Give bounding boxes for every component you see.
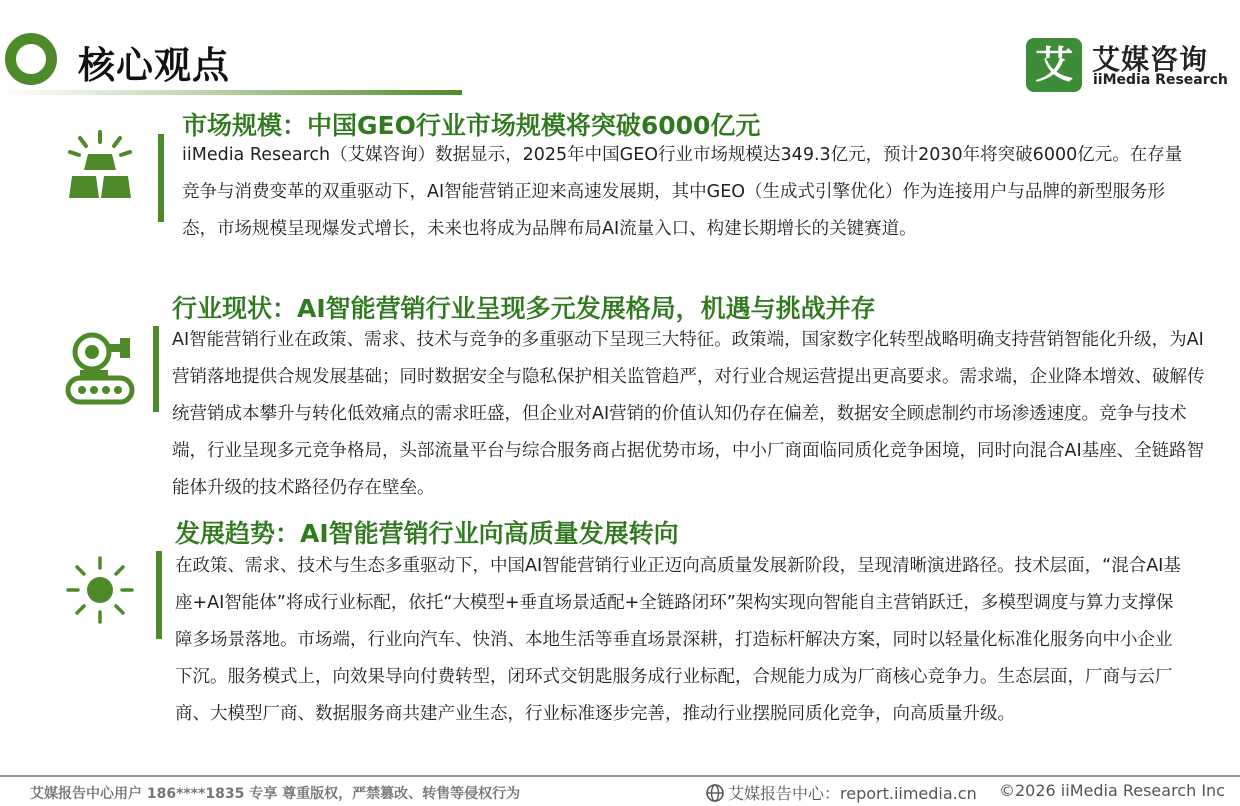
section-body: iiMedia Research（艾媒咨询）数据显示，2025年中国GEO行业市场规模达349.3亿元，预计2030年将突破6000亿元。在存量竞争与消费变革的双重驱动下，AI智能营销正迎来高速发展期，其中GEO（生成式引擎优化）作为连接用户与品牌的新型服务形态，市场规模呈现爆发式增长，未来也将成为品牌布局AI流量入口、构建长期增长的关键赛道。: [182, 145, 1183, 239]
sun-icon: [64, 554, 136, 626]
gold-bars-icon: [66, 130, 134, 202]
logo-english-name: iiMedia Research: [1093, 72, 1228, 88]
section-bar: [153, 326, 159, 412]
section-body: 在政策、需求、技术与生态多重驱动下，中国AI智能营销行业正迈向高质量发展新阶段，呈现清晰演进路径。技术层面，“混合AI基座+AI智能体”将成行业标配，依托“大模型+垂直场景适配+全链路闭环”架构实现向智能自主营销跃迁，多模型调度与算力支撑保障多场景落地。市场端，行业向汽车、快消、本地生活等垂直场景深耕，打造标杆解决方案，同时以轻量化标准化服务向中小企业下沉。服务模式上，向效果导向付费转型，闭环式交钥匙服务成行业标配，合规能力成为厂商核心竞争力。生态层面，厂商与云厂商、大模型厂商、数据服务商共建产业生态，行业标准逐步完善，推动行业摆脱同质化竞争，向高质量升级。: [175, 556, 1181, 724]
footer-copyright: ©2026 iiMedia Research Inc: [999, 781, 1225, 800]
footer-report-center-text: 艾媒报告中心：report.iimedia.cn: [728, 784, 977, 803]
globe-icon: [706, 784, 724, 802]
section-heading: 市场规模：中国GEO行业市场规模将突破6000亿元: [182, 111, 761, 140]
logo-chinese-name: 艾媒咨询: [1092, 43, 1209, 76]
iimedia-logo: [1026, 38, 1228, 94]
section-bar: [158, 134, 164, 222]
footer-report-center[interactable]: [706, 781, 977, 804]
footer-copyright-notice: 艾媒报告中心用户 186****1835 专享 尊重版权，严禁篡改、转售等侵权行为: [30, 786, 521, 802]
title-underline: [0, 90, 462, 95]
logo-mark-icon: 艾: [1026, 38, 1082, 92]
page-title: 核心观点: [78, 44, 230, 87]
footer-divider: [0, 775, 1240, 777]
section-bar: [156, 551, 162, 639]
title-circle-icon: [5, 33, 57, 85]
section-heading: 发展趋势：AI智能营销行业向高质量发展转向: [175, 519, 679, 548]
section-heading: 行业现状：AI智能营销行业呈现多元发展格局，机遇与挑战并存: [172, 294, 876, 323]
section-body: AI智能营销行业在政策、需求、技术与竞争的多重驱动下呈现三大特征。政策端，国家数字化转型战略明确支持营销智能化升级，为AI营销落地提供合规发展基础；同时数据安全与隐私保护相关监管趋严，对行业合规运营提出更高要求。需求端，企业降本增效、破解传统营销成本攀升与转化低效痛点的需求旺盛，但企业对AI营销的价值认知仍存在偏差，数据安全顾虑制约市场渗透速度。竞争与技术端，行业呈现多元竞争格局，头部流量平台与综合服务商占据优势市场，中小厂商面临同质化竞争困境，同时向混合AI基座、全链路智能体升级的技术路径仍存在壁垒。: [172, 330, 1205, 498]
robot-icon: [62, 332, 138, 406]
